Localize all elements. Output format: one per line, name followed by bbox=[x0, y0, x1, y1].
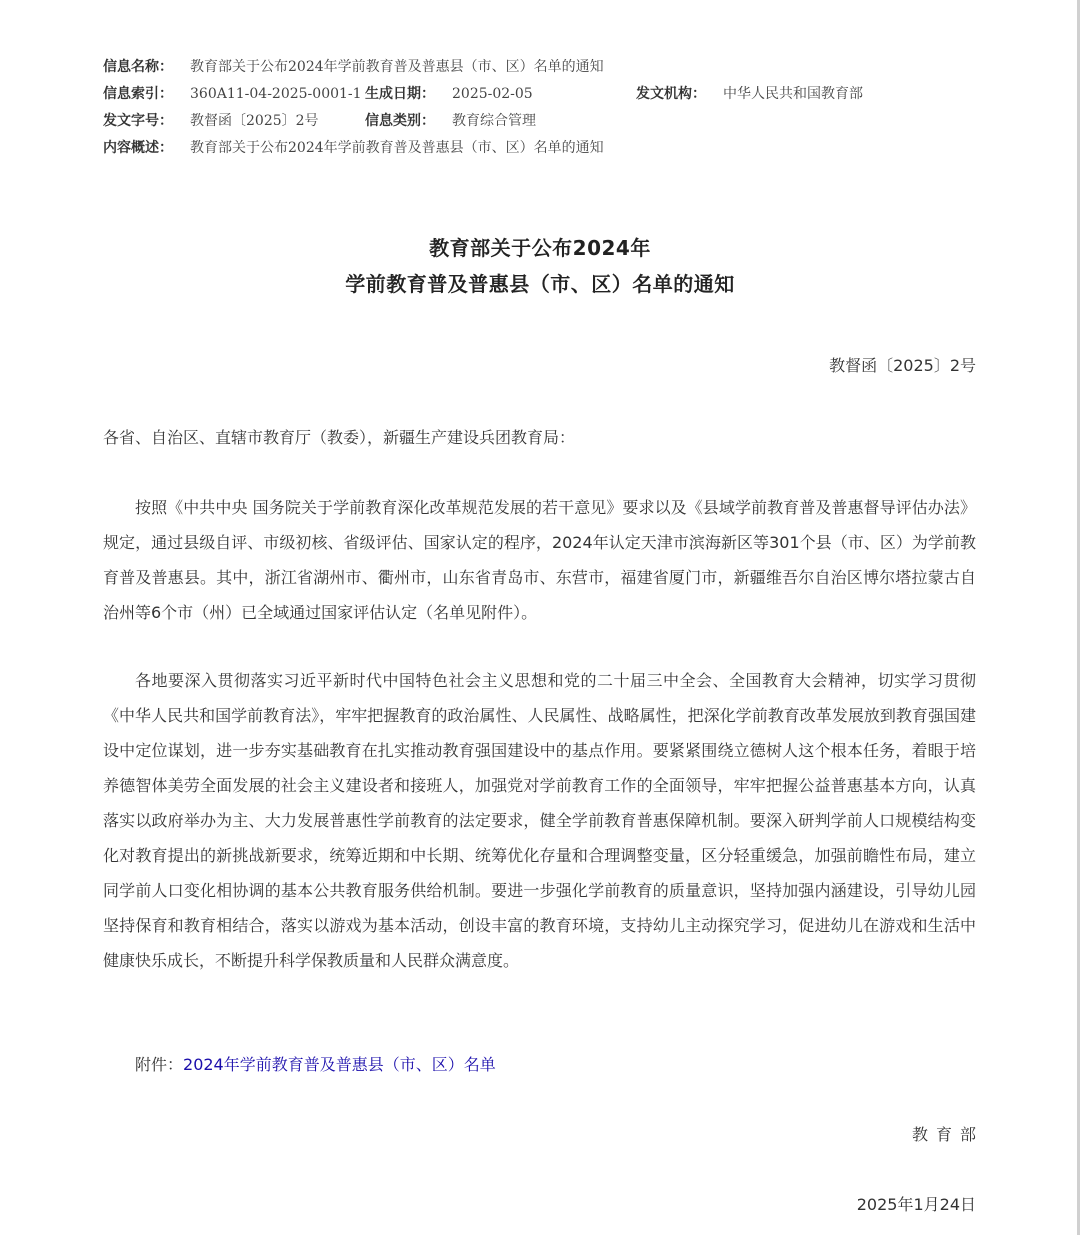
meta-row-index bbox=[103, 83, 983, 110]
meta-name-label: 信息名称： bbox=[103, 59, 173, 75]
document-number: 教督函〔2025〕2号 bbox=[829, 356, 976, 375]
meta-index-value: 360A11-04-2025-0001-1 bbox=[190, 86, 362, 102]
signer: 教育部 bbox=[911, 1125, 984, 1144]
attachment-label: 附件： bbox=[135, 1055, 184, 1074]
sign-date: 2025年1月24日 bbox=[856, 1195, 976, 1214]
document-title bbox=[0, 230, 1080, 302]
body-paragraph-1: 按照《中共中央 国务院关于学前教育深化改革规范发展的若干意见》要求以及《县域学前教育普及普惠督导评估办法》规定，通过县级自评、市级初核、省级评估、国家认定的程序，2024年认定天津市滨海新区等301个县（市、区）为学前教育普及普惠县。其中，浙江省湖州市、衢州市，山东省青岛市、东营市，福建省厦门市，新疆维吾尔自治区博尔塔拉蒙古自治州等6个市（州）已全域通过国家评估认定（名单见附件）。 bbox=[103, 498, 976, 622]
title-line-2: 学前教育普及普惠县（市、区）名单的通知 bbox=[345, 272, 735, 296]
body-paragraph-2: 各地要深入贯彻落实习近平新时代中国特色社会主义思想和党的二十届三中全会、全国教育大会精神，切实学习贯彻《中华人民共和国学前教育法》，牢牢把握教育的政治属性、人民属性、战略属性，把深化学前教育改革发展放到教育强国建设中定位谋划，进一步夯实基础教育在扎实推动教育强国建设中的基点作用。要紧紧围绕立德树人这个根本任务，着眼于培养德智体美劳全面发展的社会主义建设者和接班人，加强党对学前教育工作的全面领导，牢牢把握公益普惠基本方向，认真落实以政府举办为主、大力发展普惠性学前教育的法定要求，健全学前教育普惠保障机制。要深入研判学前人口规模结构变化对教育提出的新挑战新要求，统筹近期和中长期、统筹优化存量和合理调整变量，区分轻重缓急，加强前瞻性布局，建立同学前人口变化相协调的基本公共教育服务供给机制。要进一步强化学前教育的质量意识，坚持加强内涵建设，引导幼儿园坚持保育和教育相结合，落实以游戏为基本活动，创设丰富的教育环境，支持幼儿主动探究学习，促进幼儿在游戏和生活中健康快乐成长，不断提升科学保教质量和人民群众满意度。 bbox=[103, 671, 976, 970]
meta-date-value: 2025-02-05 bbox=[452, 86, 533, 102]
metadata-header bbox=[103, 56, 983, 164]
meta-docno-value: 教督函〔2025〕2号 bbox=[190, 113, 319, 129]
attachment-line bbox=[135, 1051, 496, 1079]
meta-category-value: 教育综合管理 bbox=[452, 113, 536, 129]
meta-row-summary bbox=[103, 137, 983, 164]
meta-date-label: 生成日期： bbox=[365, 86, 435, 102]
meta-summary-label: 内容概述： bbox=[103, 140, 173, 156]
meta-docno-label: 发文字号： bbox=[103, 113, 173, 129]
meta-row-name bbox=[103, 56, 983, 83]
meta-summary-value: 教育部关于公布2024年学前教育普及普惠县（市、区）名单的通知 bbox=[190, 140, 604, 156]
title-line-1: 教育部关于公布2024年 bbox=[429, 236, 651, 260]
meta-row-docno bbox=[103, 110, 983, 137]
meta-name-value: 教育部关于公布2024年学前教育普及普惠县（市、区）名单的通知 bbox=[190, 59, 604, 75]
meta-index-label: 信息索引： bbox=[103, 86, 173, 102]
attachment-link[interactable]: 2024年学前教育普及普惠县（市、区）名单 bbox=[183, 1055, 496, 1074]
meta-issuer-label: 发文机构： bbox=[636, 86, 706, 102]
meta-category-label: 信息类别： bbox=[365, 113, 435, 129]
meta-issuer-value: 中华人民共和国教育部 bbox=[723, 86, 863, 102]
salutation: 各省、自治区、直辖市教育厅（教委），新疆生产建设兵团教育局： bbox=[103, 428, 576, 447]
